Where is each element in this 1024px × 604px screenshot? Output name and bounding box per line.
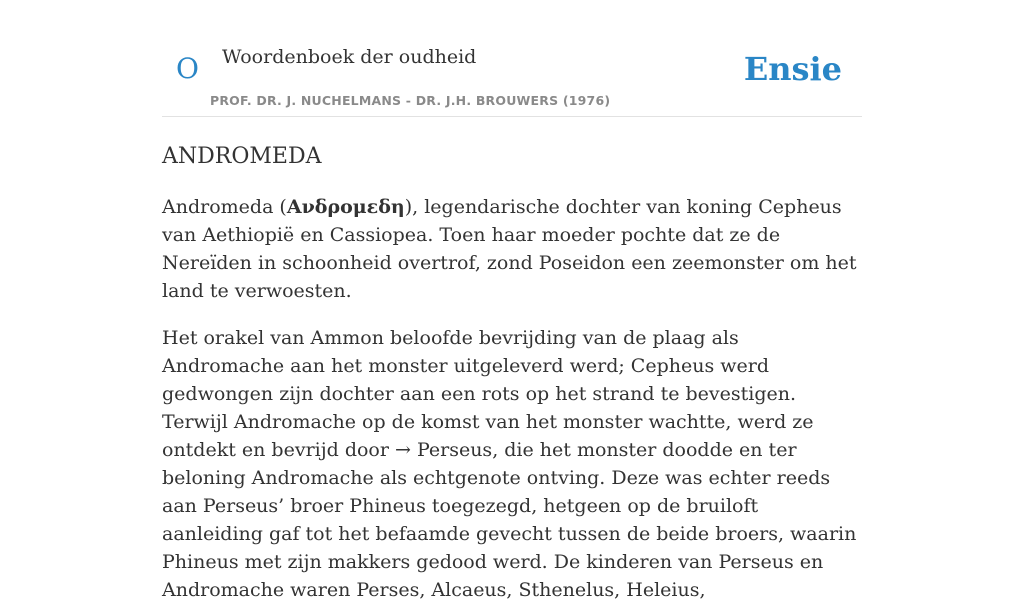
entry-paragraph-2 (162, 324, 862, 604)
paragraph-1-text-start: Andromeda ( (162, 196, 287, 218)
entry-title: ANDROMEDA (162, 144, 322, 169)
perseus-link[interactable]: → Perseus (394, 439, 493, 461)
paragraph-2-text-end: , die het monster doodde en ter beloning Andromache als echtgenote ontving. Deze was echter reeds aan Perseus’ broer Phineus toegezegd, hetgeen op de bruiloft aanleiding gaf tot het befaamde gevecht tussen de beide broers, waarin Phineus met zijn makkers gedood werd. De kinderen van Perseus en Andromache waren Perses, Alcaeus, Sthenelus, Heleius, (162, 439, 857, 601)
site-header (162, 0, 862, 117)
book-title[interactable]: Woordenboek der oudheid (222, 46, 477, 68)
ensie-logo-link[interactable]: Ensie (743, 50, 842, 88)
paragraph-1-text-end: ), legendarische dochter van koning Cepheus van Aethiopië en Cassiopea. Toen haar moeder pochte dat ze de Nereïden in schoonheid overtrof, zond Poseidon een zeemonster om het land te verwoesten. (162, 196, 857, 302)
page-container (162, 0, 862, 604)
book-logo-letter[interactable]: O (176, 52, 199, 85)
greek-name: Ανδρομεδη (286, 196, 405, 218)
paragraph-2-text-start: Het orakel van Ammon beloofde bevrijding van de plaag als Andromache aan het monster uitgeleverd werd; Cepheus werd gedwongen zijn dochter aan een rots op het strand te bevestigen. Terwijl Andromache op de komst van het monster wachtte, werd ze ontdekt en bevrijd door (162, 327, 814, 461)
entry-paragraph-1 (162, 193, 862, 305)
book-authors: PROF. DR. J. NUCHELMANS - DR. J.H. BROUWERS (1976) (210, 93, 611, 108)
